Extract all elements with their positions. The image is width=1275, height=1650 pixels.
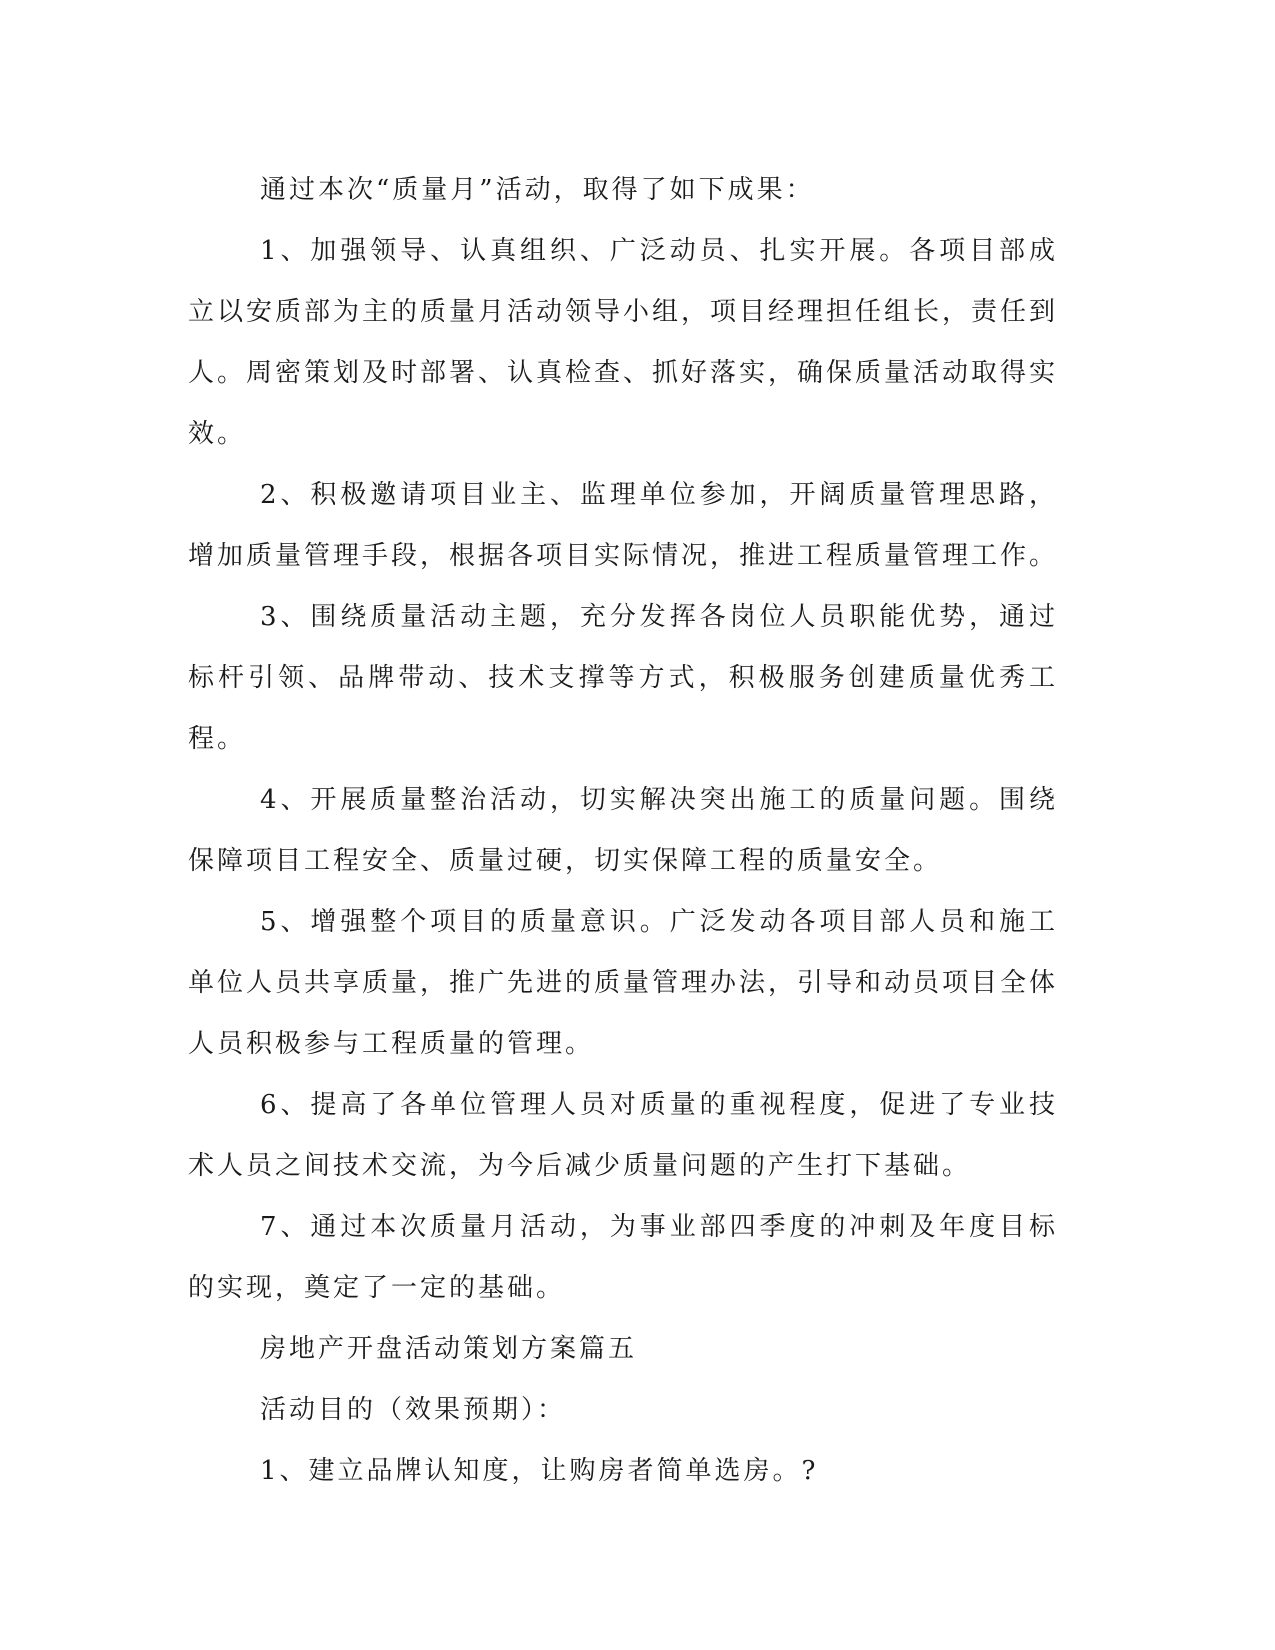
- paragraph-item-1: 1、加强领导、认真组织、广泛动员、扎实开展。各项目部成立以安质部为主的质量月活动领导小组，项目经理担任组长，责任到人。周密策划及时部署、认真检查、抓好落实，确保质量活动取得实效。: [188, 236, 1059, 449]
- section-heading: 房地产开盘活动策划方案篇五: [260, 1334, 638, 1364]
- paragraph-item-6: 6、提高了各单位管理人员对质量的重视程度，促进了专业技术人员之间技术交流，为今后减少质量问题的产生打下基础。: [188, 1090, 1058, 1181]
- paragraph-item-2: 2、积极邀请项目业主、监理单位参加，开阔质量管理思路，增加质量管理手段，根据各项目实际情况，推进工程质量管理工作。: [188, 480, 1059, 571]
- section-subheading: 活动目的（效果预期）：: [260, 1395, 567, 1425]
- paragraph-item-5: 5、增强整个项目的质量意识。广泛发动各项目部人员和施工单位人员共享质量，推广先进的质量管理办法，引导和动员项目全体人员积极参与工程质量的管理。: [188, 907, 1059, 1059]
- paragraph-intro: 通过本次“质量月”活动，取得了如下成果：: [260, 175, 815, 205]
- paragraph-item-4: 4、开展质量整治活动，切实解决突出施工的质量问题。围绕保障项目工程安全、质量过硬，切实保障工程的质量安全。: [188, 785, 1058, 876]
- paragraph-item-7: 7、通过本次质量月活动，为事业部四季度的冲刺及年度目标的实现，奠定了一定的基础。: [188, 1212, 1058, 1303]
- paragraph-item-3: 3、围绕质量活动主题，充分发挥各岗位人员职能优势，通过标杆引领、品牌带动、技术支撑等方式，积极服务创建质量优秀工程。: [188, 602, 1058, 754]
- paragraph-goal-1: 1、建立品牌认知度，让购房者简单选房。?: [260, 1456, 819, 1486]
- document-body: [188, 160, 1058, 1502]
